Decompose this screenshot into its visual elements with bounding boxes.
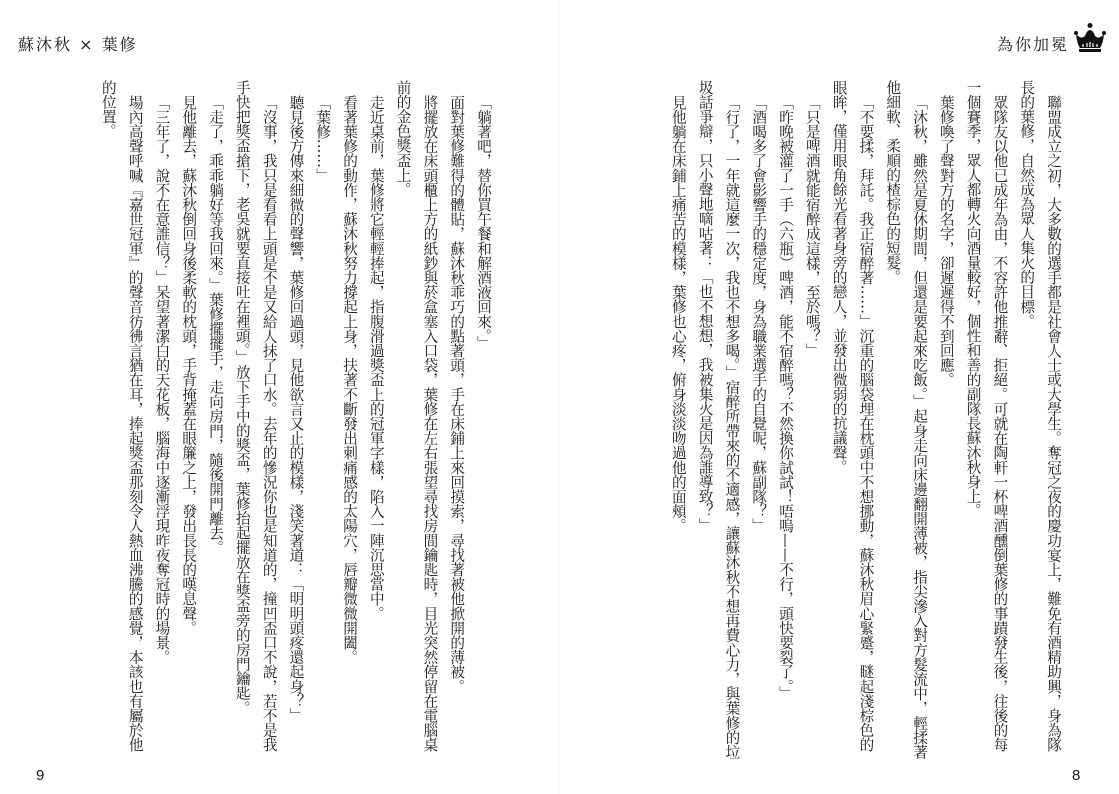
paragraph: 「只是啤酒就能宿醉成這樣，至於嗎？」 — [803, 94, 821, 358]
paragraph: 「沒事，我只是看看上頭是不是又給人抹了口水。去年的慘況你也是知道的，撞凹盃口不說，若不是我手快把獎盃搶下，老吳就要直接吐在裡頭。」放下手中的獎盃，葉修抬起擺放在獎盃旁的房門鑰匙。 — [233, 80, 278, 752]
crown-icon — [1073, 22, 1107, 54]
paragraph: 場內高聲呼喊『嘉世冠軍』的聲音彷彿言猶在耳，捧起獎盃那刻令人熱血沸騰的感覺，本該也有屬於他的位置。 — [99, 80, 144, 752]
paragraph: 面對葉修難得的體貼，蘇沐秋乖巧的點著頭，手在床鋪上來回摸索，尋找著被他掀開的薄被。 — [448, 94, 466, 694]
page-number-right: 8 — [1072, 767, 1081, 784]
paragraph: 將擺放在床頭櫃上方的紙鈔與菸盒塞入口袋，葉修在左右張望尋找房間鑰匙時，目光突然停留在電腦桌前的金色獎盃上。 — [394, 80, 439, 752]
running-header-left: 蘇沐秋 × 葉修 — [18, 35, 138, 54]
paragraph: 「沐秋，雖然是夏休期間，但還是要起來吃飯。」起身走向床邊翻開薄被，指尖滲入對方髮流中，輕揉著他細軟、柔順的楂棕色的短髮。 — [884, 80, 929, 759]
paragraph: 「不要揉，拜託。我正宿醉著……」沉重的腦袋埋在枕頭中不想挪動，蘇沐秋眉心緊蹙，瞇起淺棕色的眼眸，僅用眼角餘光看著身旁的戀人，並發出微弱的抗議聲。 — [830, 80, 875, 752]
paragraph: 聽見後方傳來細微的聲響，葉修回過頭，見他欲言又止的模樣，淺笑著道：「明明頭疼還起身？」 — [287, 94, 305, 723]
page-gutter — [559, 0, 560, 794]
paragraph: 「躺著吧，替你買午餐和解酒液回來。」 — [475, 94, 492, 351]
paragraph: 「行了，一年就這麼一次，我也不想多喝。」宿醉所帶來的不適感，讓蘇沐秋不想再費心力，與葉修的垃圾話爭辯，只小聲地嘀咕著：「也不想想，我被集火是因為誰導致？」 — [696, 80, 741, 759]
paragraph: 「葉修……」 — [314, 94, 332, 183]
running-header-right: 為你加冕 — [996, 35, 1069, 54]
paragraph: 「酒喝多了會影響手的穩定度，身為職業選手的自覺呢，蘇副隊？」 — [750, 94, 768, 533]
paragraph: 「昨晚被灌了一手（六瓶）啤酒，能不宿醉嗎？不然換你試試！唔嗚——不行，頭快要裂了。」 — [777, 94, 795, 701]
left-page-body — [56, 80, 496, 760]
right-page-body — [620, 80, 1066, 760]
page-number-left: 9 — [36, 767, 45, 784]
paragraph: 「三年了，說不在意誰信？」呆望著潔白的天花板，腦海中逐漸浮現昨夜奪冠時的場景。 — [153, 94, 171, 664]
paragraph: 「走了，乖乖躺好等我回來。」葉修擺擺手，走向房門，隨後開門離去。 — [207, 94, 225, 555]
paragraph: 見他離去，蘇沐秋倒回身後柔軟的枕頭，手背掩蓋在眼簾之上，發出長長的嘆息聲。 — [180, 94, 198, 635]
paragraph: 眾隊友以他已成年為由，不容許他推辭、拒絕。可就在陶軒一杯啤酒醺倒葉修的事蹟發生後，往後的每一個賽季，眾人都轉火向酒量較好，個性和善的副隊長蘇沐秋身上。 — [964, 80, 1009, 752]
paragraph: 葉修喚了聲對方的名字，卻遲遲得不到回應。 — [937, 94, 955, 387]
paragraph: 看著葉修的動作，蘇沐秋努力撐起上身，扶著不斷發出刺痛感的太陽穴，唇瓣微微開闔。 — [341, 94, 359, 664]
paragraph: 見他躺在床鋪上痛苦的模樣，葉修也心疼，俯身淡淡吻過他的面頰。 — [669, 94, 687, 533]
paragraph: 走近桌前，葉修將它輕輕捧起，指腹滑過獎盃上的冠軍字樣，陷入一陣沉思當中。 — [367, 94, 385, 621]
paragraph: 聯盟成立之初，大多數的選手都是社會人士或大學生。奪冠之夜的慶功宴上，難免有酒精助興，身為隊長的葉修，自然成為眾人集火的目標。 — [1018, 80, 1062, 752]
